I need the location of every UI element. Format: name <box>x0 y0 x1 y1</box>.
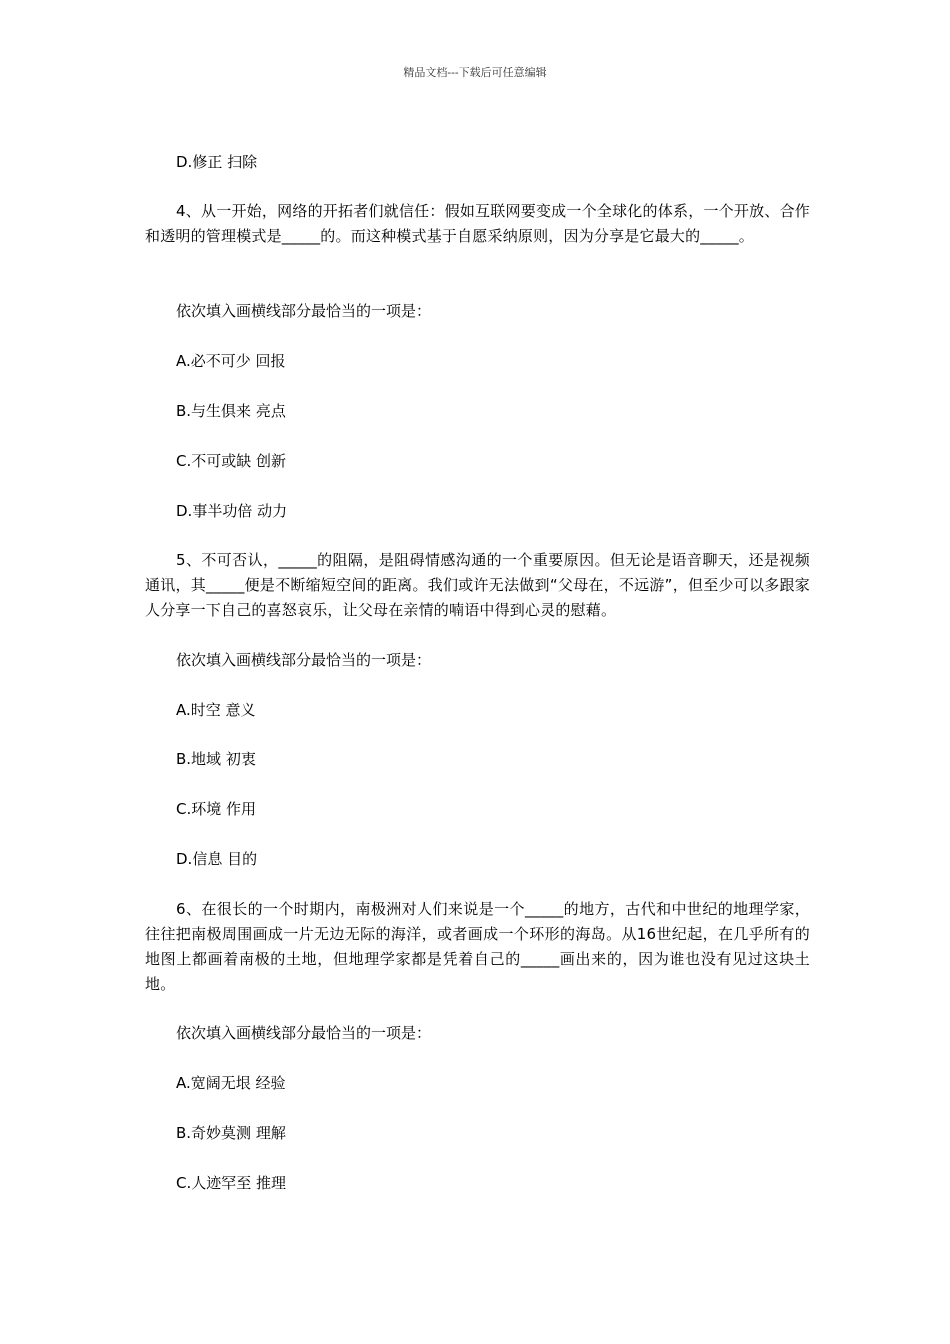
question-4-stem: 4、从一开始，网络的开拓者们就信任：假如互联网要变成一个全球化的体系，一个开放、合作和透明的管理模式是_____的。而这种模式基于自愿采纳原则，因为分享是它最大的_____。 <box>145 202 810 245</box>
question-5-option-d: D.信息 目的 <box>176 850 258 868</box>
question-4-prompt: 依次填入画横线部分最恰当的一项是： <box>176 302 432 320</box>
question-6-option-b: B.奇妙莫测 理解 <box>176 1124 286 1142</box>
question-6-option-c: C.人迹罕至 推理 <box>176 1174 287 1192</box>
question-5-option-a: A.时空 意义 <box>176 701 256 719</box>
question-5-stem: 5、不可否认，_____的阻隔，是阻碍情感沟通的一个重要原因。但无论是语音聊天，还是视频通讯，其_____便是不断缩短空间的距离。我们或许无法做到“父母在，不远游”，但至少可以多跟家人分享一下自己的喜怒哀乐，让父母在亲情的喃语中得到心灵的慰藉。 <box>145 551 810 619</box>
question-6-stem: 6、在很长的一个时期内，南极洲对人们来说是一个_____的地方，古代和中世纪的地理学家，往往把南极周围画成一片无边无际的海洋，或者画成一个环形的海岛。从16世纪起，在几乎所有的地图上都画着南极的土地，但地理学家都是凭着自己的_____画出来的，因为谁也没有见过这块土地。 <box>145 900 810 993</box>
page-header: 精品文档---下载后可任意编辑 <box>403 66 547 79</box>
question-4-option-c: C.不可或缺 创新 <box>176 452 287 470</box>
option-d-previous: D.修正 扫除 <box>176 153 258 171</box>
question-5-prompt: 依次填入画横线部分最恰当的一项是： <box>176 651 432 669</box>
question-6-prompt: 依次填入画横线部分最恰当的一项是： <box>176 1024 432 1042</box>
question-4-option-b: B.与生俱来 亮点 <box>176 402 286 420</box>
question-4-option-d: D.事半功倍 动力 <box>176 502 288 520</box>
question-5-option-b: B.地域 初衷 <box>176 750 256 768</box>
question-4-option-a: A.必不可少 回报 <box>176 352 286 370</box>
question-6-option-a: A.宽阔无垠 经验 <box>176 1074 286 1092</box>
question-5-option-c: C.环境 作用 <box>176 800 257 818</box>
